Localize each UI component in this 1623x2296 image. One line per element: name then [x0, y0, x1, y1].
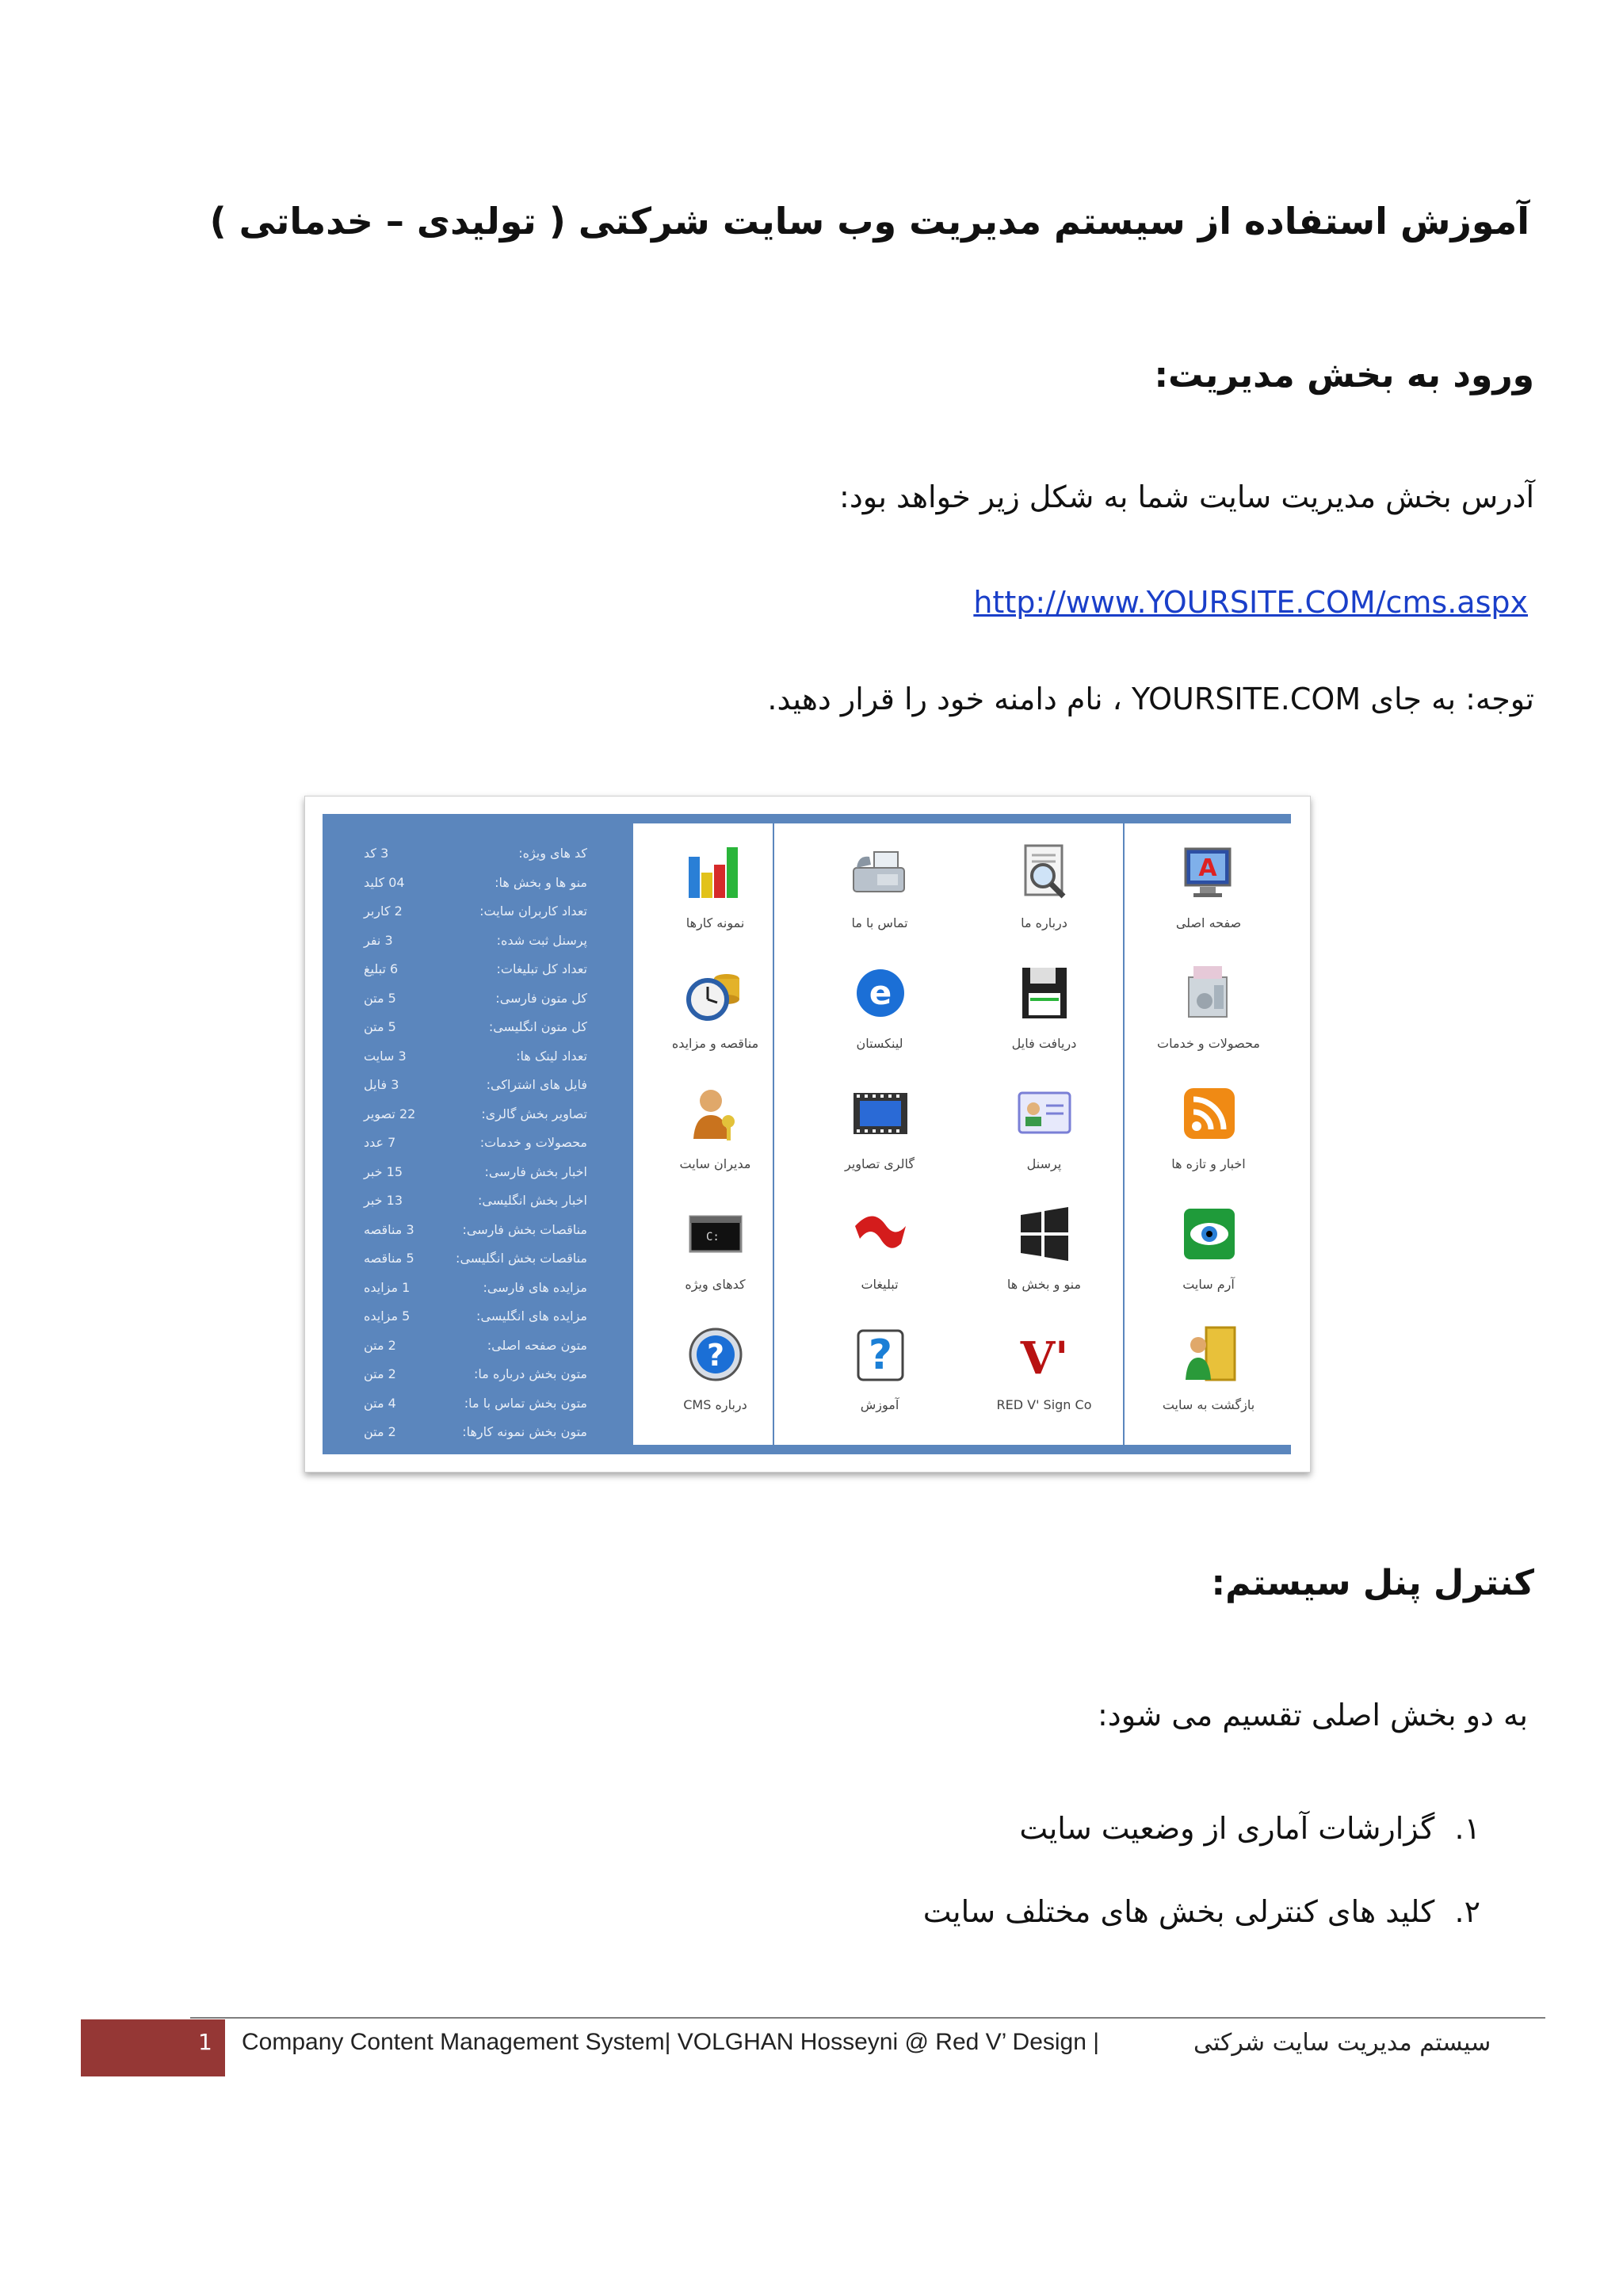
svg-text:?: ? — [868, 1331, 892, 1379]
tile-label: مناقصه و مزایده — [671, 1036, 759, 1051]
products-box-icon — [1178, 961, 1241, 1025]
stat-value: 04 کلید — [364, 874, 405, 890]
tile-label: آرم سایت — [1182, 1277, 1235, 1292]
stat-row — [323, 1389, 633, 1419]
film-gallery-icon — [849, 1082, 912, 1145]
tile-label: آموزش — [860, 1397, 899, 1412]
stat-value: 5 متن — [364, 1019, 396, 1034]
stat-value: 22 تصویر — [364, 1106, 416, 1121]
tile-label: گالری تصاویر — [844, 1156, 915, 1171]
cms-url-link[interactable]: http://www.YOURSITE.COM/cms.aspx — [973, 585, 1528, 620]
stat-label: تعداد کل تبلیغات: — [496, 961, 587, 976]
about-question-icon — [684, 1323, 747, 1386]
admin-key-icon — [684, 1082, 747, 1145]
stat-row — [323, 1302, 633, 1331]
stat-label: محصولات و خدمات: — [479, 1135, 587, 1150]
tile-label: درباره CMS — [683, 1397, 747, 1412]
stat-row — [323, 926, 633, 956]
tile-label: RED V' Sign Co — [996, 1397, 1092, 1412]
stat-value: 3 فایل — [364, 1077, 399, 1092]
divide-paragraph: به دو بخش اصلی تقسیم می شود: — [1097, 1698, 1528, 1733]
document-title: آموزش استفاده از سیستم مدیریت وب سایت شرکتی ( تولیدی – خدماتی ) — [209, 200, 1529, 243]
monitor-a-icon — [1178, 841, 1241, 904]
footer-text: Company Content Management System| VOLGHAN Hosseyni @ Red V’ Design | — [242, 2029, 1100, 2055]
control-tile[interactable] — [1127, 955, 1291, 1074]
section-heading-control-panel: کنترل پنل سیستم: — [1211, 1563, 1534, 1603]
stat-row — [323, 1071, 633, 1100]
tile-label: نمونه کارها — [685, 915, 745, 930]
tile-label: کدهای ویژه — [685, 1277, 746, 1292]
control-tile[interactable] — [1127, 1196, 1291, 1315]
tile-label: دریافت فایل — [1011, 1036, 1077, 1051]
stat-label: اخبار بخش فارسی: — [484, 1163, 587, 1179]
tile-label: منو و بخش ها — [1006, 1277, 1082, 1292]
stat-label: تعداد کاربران سایت: — [479, 904, 587, 919]
stat-label: کل متون انگلیسی: — [488, 1019, 587, 1034]
control-tile[interactable] — [962, 1316, 1126, 1435]
stat-label: مناقصات بخش فارسی: — [462, 1221, 587, 1237]
tile-label: بازگشت به سایت — [1162, 1397, 1255, 1412]
floppy-disk-icon — [1013, 961, 1076, 1025]
stat-value: 2 متن — [364, 1366, 396, 1381]
control-tile[interactable] — [962, 835, 1126, 953]
exit-door-icon — [1178, 1323, 1241, 1386]
control-tile[interactable] — [798, 1196, 962, 1315]
internet-explorer-icon — [849, 961, 912, 1025]
help-question-icon — [849, 1323, 912, 1386]
stat-row — [323, 955, 633, 984]
tile-label: تماس با ما — [851, 915, 908, 930]
page-number: 1 — [198, 2029, 212, 2055]
stat-label: متون صفحه اصلی: — [487, 1337, 587, 1353]
control-tile[interactable] — [633, 1196, 797, 1315]
tile-label: درباره ما — [1021, 915, 1067, 930]
staff-card-icon — [1013, 1082, 1076, 1145]
address-paragraph: آدرس بخش مدیریت سایت شما به شکل زیر خواهد بود: — [839, 479, 1534, 514]
stat-row — [323, 1216, 633, 1245]
control-tile[interactable] — [1127, 1316, 1291, 1435]
stat-value: 15 خبر — [364, 1163, 403, 1179]
windows-logo-icon — [1013, 1202, 1076, 1266]
stat-label: متون بخش تماس با ما: — [464, 1395, 587, 1411]
stat-value: 2 متن — [364, 1424, 396, 1439]
list-number: ۱. — [1454, 1811, 1480, 1846]
stat-row — [323, 869, 633, 898]
stat-value: 2 کاربر — [364, 904, 403, 919]
cms-screenshot-figure — [304, 796, 1311, 1473]
control-tiles-grid — [633, 823, 1291, 1445]
stat-row — [323, 1186, 633, 1216]
tile-label: صفحه اصلی — [1175, 915, 1242, 930]
document-search-icon — [1013, 841, 1076, 904]
stats-panel — [323, 823, 633, 1445]
control-tile[interactable] — [962, 1075, 1126, 1194]
figure-bottom-bar — [323, 1445, 1291, 1454]
rss-feed-icon — [1178, 1082, 1241, 1145]
control-tile[interactable] — [962, 955, 1126, 1074]
tile-label: اخبار و تازه ها — [1171, 1156, 1246, 1171]
control-tile[interactable] — [962, 1196, 1126, 1315]
control-tile[interactable] — [798, 955, 962, 1074]
stat-row — [323, 1158, 633, 1187]
terminal-code-icon — [684, 1202, 747, 1266]
list-item — [923, 1894, 1480, 1929]
stat-row — [323, 1013, 633, 1042]
tile-label: محصولات و خدمات — [1157, 1036, 1260, 1051]
stat-label: پرسنل ثبت شده: — [496, 932, 587, 948]
svg-text:A: A — [1197, 854, 1217, 882]
stat-label: متون بخش درباره ما: — [474, 1366, 587, 1381]
list-number: ۲. — [1454, 1894, 1480, 1929]
stat-value: 5 مزایده — [364, 1308, 411, 1324]
stat-label: متون بخش نمونه کارها: — [462, 1424, 587, 1439]
stat-label: کل متون فارسی: — [495, 990, 587, 1006]
redv-logo-text: V' — [1020, 1332, 1069, 1385]
svg-text:e: e — [869, 973, 892, 1012]
stat-value: 2 متن — [364, 1337, 396, 1353]
stat-row — [323, 839, 633, 869]
stat-row — [323, 1274, 633, 1303]
stat-value: 5 متن — [364, 990, 396, 1006]
stat-label: منو ها و بخش ها: — [495, 874, 587, 890]
telephone-fax-icon — [849, 841, 912, 904]
control-tile[interactable] — [798, 1316, 962, 1435]
bar-chart-icon — [684, 841, 747, 904]
tile-label: پرسنل — [1026, 1156, 1062, 1171]
stat-label: کد های ویژه: — [518, 846, 587, 861]
control-tile[interactable] — [798, 835, 962, 953]
svg-text:?: ? — [706, 1338, 725, 1373]
stat-value: 4 متن — [364, 1395, 396, 1411]
stat-row — [323, 1244, 633, 1274]
stat-label: مزایده های انگلیسی: — [476, 1308, 587, 1324]
stat-value: 3 سایت — [364, 1048, 407, 1064]
stat-value: 3 کد — [364, 846, 389, 861]
clock-coins-icon — [684, 961, 747, 1025]
stat-label: اخبار بخش انگلیسی: — [478, 1193, 587, 1208]
stat-label: تعداد لینک ها: — [516, 1048, 587, 1064]
stat-row — [323, 1418, 633, 1447]
control-tile[interactable] — [1127, 1075, 1291, 1194]
footer-text-fa: سیستم مدیریت سایت شرکتی — [1193, 2029, 1491, 2057]
figure-top-bar — [323, 814, 1291, 823]
tile-label: لینکستان — [856, 1036, 903, 1051]
stat-value: 1 مزایده — [364, 1279, 411, 1295]
svg-text:C:: C: — [706, 1231, 720, 1244]
stat-value: 13 خبر — [364, 1193, 403, 1208]
stat-row — [323, 1360, 633, 1389]
control-tile[interactable] — [633, 835, 797, 953]
stat-value: 3 مناقصه — [364, 1221, 414, 1237]
tile-label: تبلیغات — [861, 1277, 899, 1292]
control-tile[interactable] — [798, 1075, 962, 1194]
tile-label: مدیران سایت — [679, 1156, 751, 1171]
footer-rule — [190, 2017, 1545, 2019]
stat-label: فایل های اشتراکی: — [486, 1077, 587, 1092]
eye-logo-icon — [1178, 1202, 1241, 1266]
stat-row — [323, 897, 633, 926]
section-heading-login: ورود به بخش مدیریت: — [1154, 355, 1534, 395]
stat-label: تصاویر بخش گالری: — [481, 1106, 587, 1121]
note-paragraph: توجه: به جای YOURSITE.COM ، نام دامنه خود را قرار دهید. — [767, 682, 1534, 716]
stat-row — [323, 1331, 633, 1361]
stat-label: مناقصات بخش انگلیسی: — [456, 1251, 587, 1266]
list-text: گزارشات آماری از وضعیت سایت — [1019, 1811, 1435, 1846]
redv-logo-icon — [1013, 1323, 1076, 1386]
list-item — [1019, 1811, 1480, 1846]
list-text: کلید های کنترلی بخش های مختلف سایت — [922, 1894, 1435, 1929]
stat-value: 5 مناقصه — [364, 1251, 414, 1266]
stat-value: 7 عدد — [364, 1135, 396, 1150]
stat-row — [323, 1129, 633, 1158]
control-tile[interactable] — [633, 955, 797, 1074]
stat-row — [323, 984, 633, 1014]
stat-value: 3 نفر — [364, 932, 393, 948]
control-tile[interactable] — [633, 1075, 797, 1194]
red-swoosh-icon — [849, 1202, 912, 1266]
stat-value: 6 تبلیغ — [364, 961, 399, 976]
stat-row — [323, 1042, 633, 1072]
control-tile[interactable] — [1127, 835, 1291, 953]
control-tile[interactable] — [633, 1316, 797, 1435]
stat-label: مزایده های فارسی: — [483, 1279, 587, 1295]
stat-row — [323, 1100, 633, 1129]
